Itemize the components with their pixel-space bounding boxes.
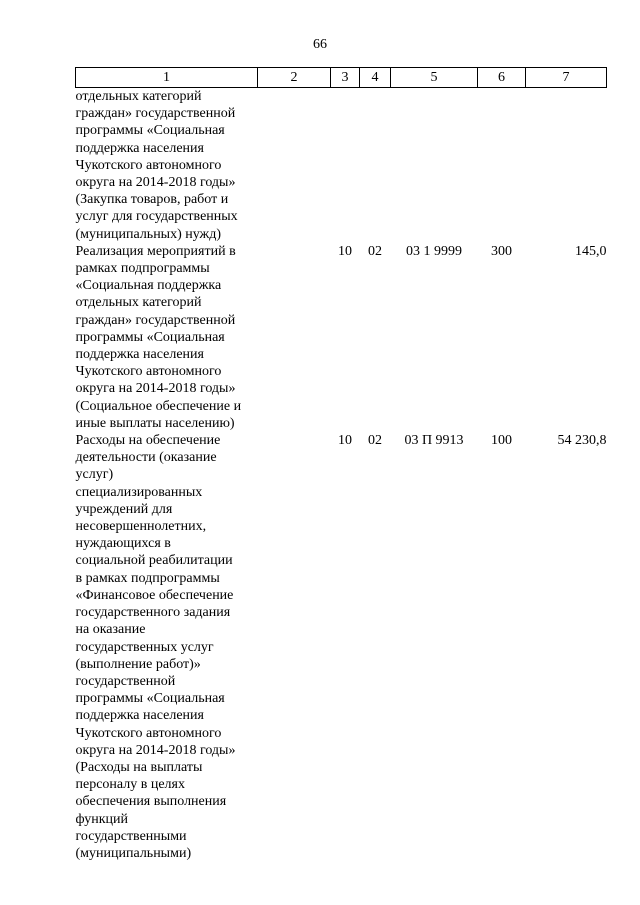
description-line: деятельности (оказание [75, 450, 217, 466]
cell-column-2 [258, 243, 331, 432]
cell-section [331, 88, 360, 243]
description-line: (муниципальными) [75, 845, 192, 861]
cell-amount [526, 88, 607, 243]
description-line: учреждений для [75, 501, 173, 517]
description-line: граждан» государственной [75, 312, 236, 328]
cell-target-article: 03 1 9999 [406, 243, 462, 259]
description-line: Чукотского автономного [75, 157, 222, 173]
table-row [76, 432, 607, 862]
description-line: программы «Социальная [75, 123, 225, 139]
cell-amount: 145,0 [575, 243, 607, 259]
cell-expense-type: 100 [491, 433, 512, 449]
description-line: округа на 2014-2018 годы» [75, 742, 236, 758]
description-line: услуг) [75, 467, 114, 483]
description-line: программы «Социальная [75, 691, 225, 707]
description-line: государственными [75, 828, 187, 844]
column-header-5: 5 [391, 68, 478, 88]
row-description [76, 88, 258, 243]
cell-column-2 [258, 88, 331, 243]
description-line: программы «Социальная [75, 329, 225, 345]
column-header-1: 1 [76, 68, 258, 88]
budget-table [75, 67, 607, 862]
cell-target-article [391, 88, 478, 243]
description-line: (Закупка товаров, работ и [75, 192, 229, 208]
description-line: поддержка населения [75, 708, 204, 724]
description-line: услуг для государственных [75, 209, 238, 225]
description-line: рамках подпрограммы [75, 261, 210, 277]
cell-expense-type: 300 [491, 243, 512, 259]
cell-subsection: 02 [368, 433, 382, 449]
cell-column-2 [258, 432, 331, 862]
cell-subsection: 02 [368, 243, 382, 259]
description-line: государственного задания [75, 605, 231, 621]
cell-expense-type [478, 88, 526, 243]
description-line: округа на 2014-2018 годы» [75, 175, 236, 191]
column-header-3: 3 [331, 68, 360, 88]
description-line: иные выплаты населению) [75, 415, 235, 431]
table-body [76, 88, 607, 863]
description-line: социальной реабилитации [75, 553, 233, 569]
description-line: отдельных категорий [75, 295, 202, 311]
cell-subsection [360, 88, 391, 243]
description-line: Реализация мероприятий в [75, 243, 236, 259]
row-description [76, 432, 258, 862]
description-line: государственных услуг [75, 639, 214, 655]
column-header-4: 4 [360, 68, 391, 88]
description-line: государственной [75, 673, 176, 689]
description-line: (Расходы на выплаты [75, 759, 203, 775]
description-line: (выполнение работ)» [75, 656, 201, 672]
description-line: нуждающихся в [75, 536, 171, 552]
cell-amount: 54 230,8 [557, 433, 607, 449]
table-row [76, 88, 607, 243]
cell-section: 10 [338, 243, 352, 259]
description-line: Чукотского автономного [75, 725, 222, 741]
column-header-6: 6 [478, 68, 526, 88]
description-line: (Социальное обеспечение и [75, 398, 242, 414]
column-header-2: 2 [258, 68, 331, 88]
description-line: Чукотского автономного [75, 364, 222, 380]
description-line: несовершеннолетних, [75, 519, 207, 535]
description-line: «Социальная поддержка [75, 278, 222, 294]
cell-section: 10 [338, 433, 352, 449]
description-line: поддержка населения [75, 140, 204, 156]
cell-target-article: 03 П 9913 [404, 433, 464, 449]
table-row [76, 243, 607, 432]
description-line: на оказание [75, 622, 146, 638]
column-header-7: 7 [526, 68, 607, 88]
description-line: поддержка населения [75, 347, 204, 363]
row-description [76, 243, 258, 432]
description-line: (муниципальных) нужд) [75, 226, 222, 242]
page-number: 66 [313, 37, 327, 52]
description-line: персоналу в целях [75, 777, 185, 793]
description-line: граждан» государственной [75, 106, 236, 122]
description-line: в рамках подпрограммы [75, 570, 220, 586]
description-line: Расходы на обеспечение [75, 433, 221, 449]
description-line: функций [75, 811, 128, 827]
header-row [76, 68, 607, 88]
description-line: специализированных [75, 484, 203, 500]
description-line: отдельных категорий [75, 89, 202, 104]
description-line: «Финансовое обеспечение [75, 587, 234, 603]
description-line: округа на 2014-2018 годы» [75, 381, 236, 397]
description-line: обеспечения выполнения [75, 794, 227, 810]
